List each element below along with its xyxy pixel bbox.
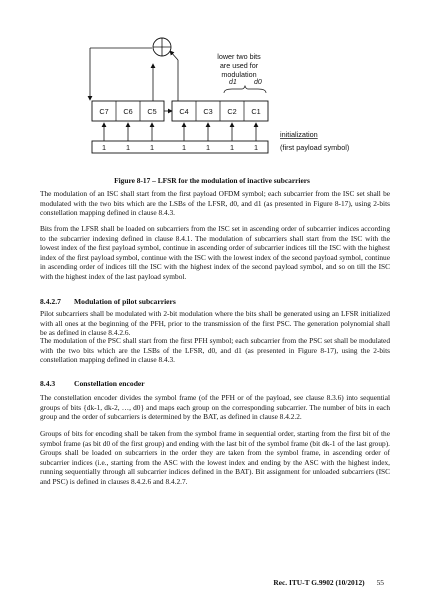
init-value: 1 [229,143,235,152]
footer-reference: Rec. ITU-T G.9902 (10/2012) [273,578,365,587]
heading-number: 8.4.3 [40,379,56,388]
heading-title: Modulation of pilot subcarriers [74,297,176,306]
paragraph-5: The constellation encoder divides the symbol frame (of the PFH or of the payload, see clause 8.3.6) into sequential groups of bits {dk-1, dk-2, …, d0} and maps each group on the corresponding subcarrier. The number of bits in each group and the order of subcarriers is determined by the BAT, as defined in clause 8.4.2.2. [40,393,390,422]
heading-8-4-3 [40,379,145,388]
tap-line-c4-diag [170,51,178,60]
paragraph-1: The modulation of an ISC shall start from the first payload OFDM symbol; each subcarrier from the ISC set shall be modulated with the two bits which are the LSBs of the LFSR, d0, and d1 (as presented in Figure 8-17), using 2-bits constellation mapping defined in clause 8.4.3. [40,189,390,218]
paragraph-6: Groups of bits for encoding shall be taken from the symbol frame in sequential order, starting from the first bit of the symbol frame (as bit d0 of the first group) and ending with the last bit of the symbol frame (bit dk-1 of the last group). Groups shall be loaded on subcarriers in the order they are taken from the symbol frame, in ascending order of subcarrier indices (i.e., starting from the ASC with the lowest index and ending by the ASC with the highest index, running sequentially through all subcarrier indices defined in the BAT). Bit assignment for unloaded subcarriers (ISC and PSC) is defined in clauses 8.4.2.6 and 8.4.2.7. [40,429,390,486]
init-value: 1 [205,143,211,152]
initialization-label: initialization [280,130,318,139]
d0-label: d0 [254,79,262,86]
xor-adder-icon [153,38,171,56]
register-cell-label: C2 [227,107,237,116]
register-cell-label: C7 [99,107,109,116]
init-value: 1 [149,143,155,152]
paragraph-2: Bits from the LFSR shall be loaded on subcarriers from the ISC set in ascending order of subcarrier indices according to the subcarrier indexing defined in clause 8.4.1. The modulation of subcarriers shall start from the ISC with the lowest index of the first payload symbol, continue in ascending order of subcarrier indices till the ISC with the highest index of the first payload symbol, continue with the ISC with the lowest index of the second payload symbol, continue in ascending order of indices till the ISC with the highest index of the second payload symbol, and so on till the ISC with the highest index of the last payload symbol. [40,224,390,281]
init-value: 1 [181,143,187,152]
paragraph-4: The modulation of the PSC shall start from the first PFH symbol; each subcarrier from the PSC set shall be modulated with the two bits which are the LSBs of the LFSR, d0, and d1 (as presented in Figure 8-17), using the 2-bits constellation mapping defined in clause 8.4.3. [40,336,390,365]
figure-caption: Figure 8-17 – LFSR for the modulation of inactive subcarriers [114,176,310,185]
init-value: 1 [101,143,107,152]
note-line-3: modulation [221,70,257,79]
init-value: 1 [125,143,131,152]
register-cell-label: C1 [251,107,261,116]
register-cell-label: C6 [123,107,133,116]
page-number: 55 [376,578,384,587]
register-cell-label: C3 [203,107,213,116]
init-value: 1 [253,143,259,152]
init-values-row [92,141,268,153]
lfsr-figure [0,0,424,175]
register-cell-label: C5 [147,107,157,116]
register-cell-label: C4 [179,107,189,116]
note-line-2: are used for [219,61,259,70]
page-footer [273,578,384,587]
heading-number: 8.4.2.7 [40,297,61,306]
first-payload-label: (first payload symbol) [280,143,350,152]
heading-8-4-2-7 [40,297,176,306]
modulation-bits-brace [224,86,266,93]
paragraph-3: Pilot subcarriers shall be modulated with 2-bit modulation where the bits shall be generated using an LFSR initialized with all ones at the beginning of the PFH, prior to the transmission of the first PSC. The generation polynomial shall be as defined in clause 8.4.2.6. [40,309,390,338]
heading-title: Constellation encoder [74,379,145,388]
note-line-1: lower two bits [217,52,261,61]
d1-label: d1 [229,79,237,86]
